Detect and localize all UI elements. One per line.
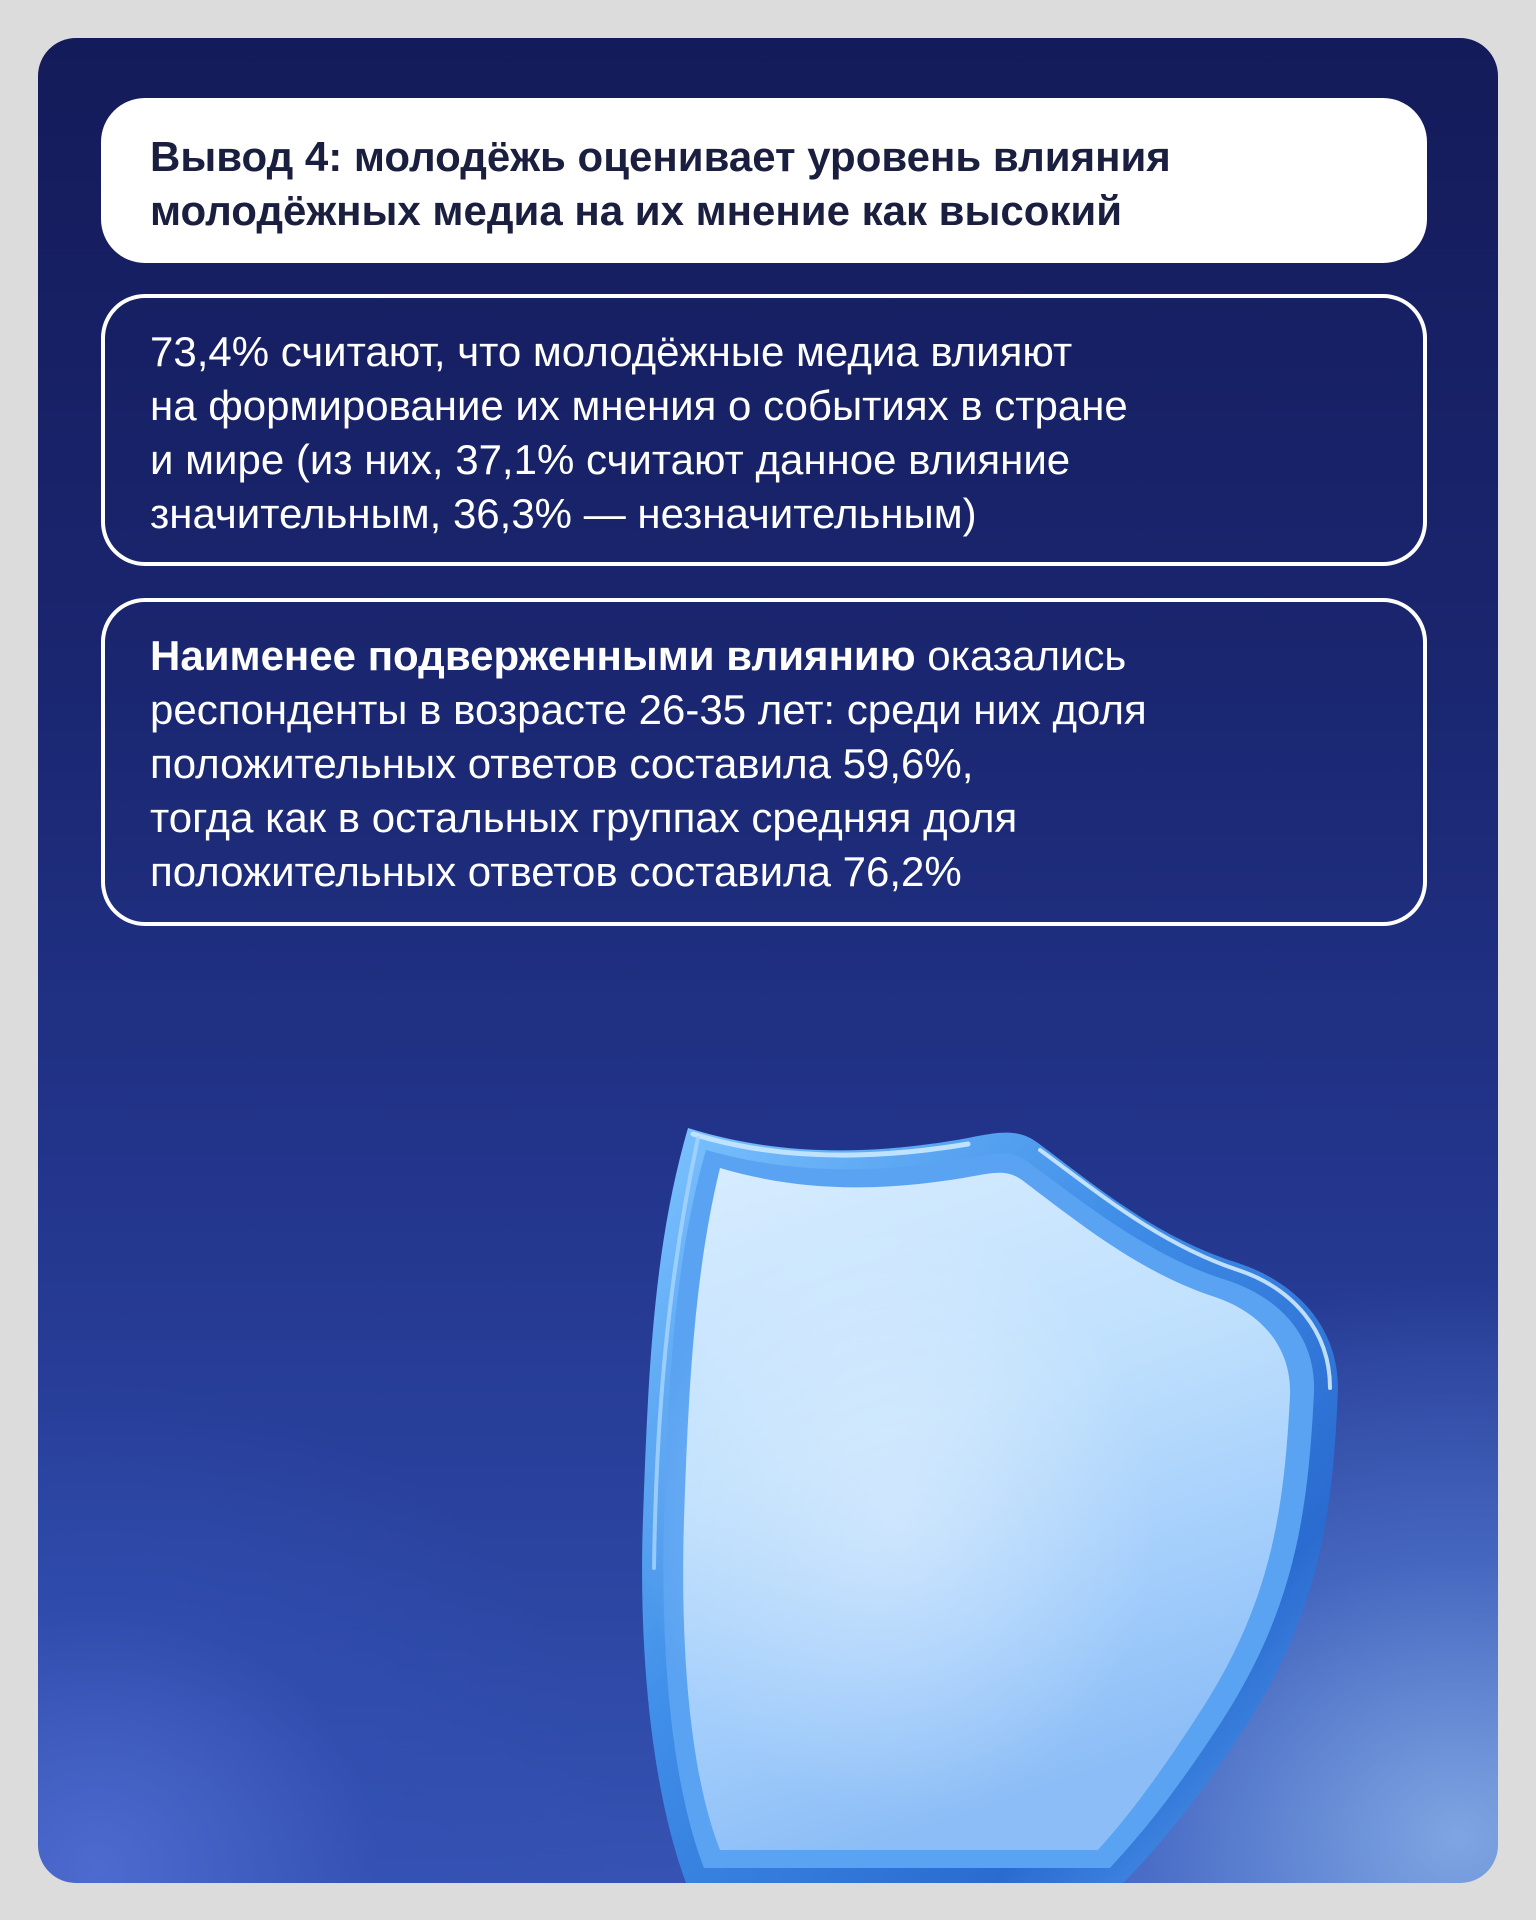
fact-text-influence-share: 73,4% считают, что молодёжные медиа влияют на формирование их мнения о событиях в стране и мире (из них, 37,1% считают данное влияние значительным, 36,3% — незначительным) [150,328,1128,537]
conclusion-title-box [101,98,1427,263]
fact-body: оказались респонденты в возрасте 26-35 лет: среди них доля положительных ответов составила 59,6%, тогда как в остальных группах средняя доля положительных ответов составила 76,2% [150,632,1147,895]
fact-box-age-group [101,598,1427,926]
fact-highlight: Наименее подверженными влиянию [150,632,916,679]
fact-box-influence-share [101,294,1427,566]
shield-icon [598,1098,1438,1883]
slide-card [38,38,1498,1883]
shield-illustration [598,1098,1438,1883]
fact-text-age-group [150,629,1383,899]
conclusion-title: Вывод 4: молодёжь оценивает уровень влияния молодёжных медиа на их мнение как высокий [150,133,1171,234]
